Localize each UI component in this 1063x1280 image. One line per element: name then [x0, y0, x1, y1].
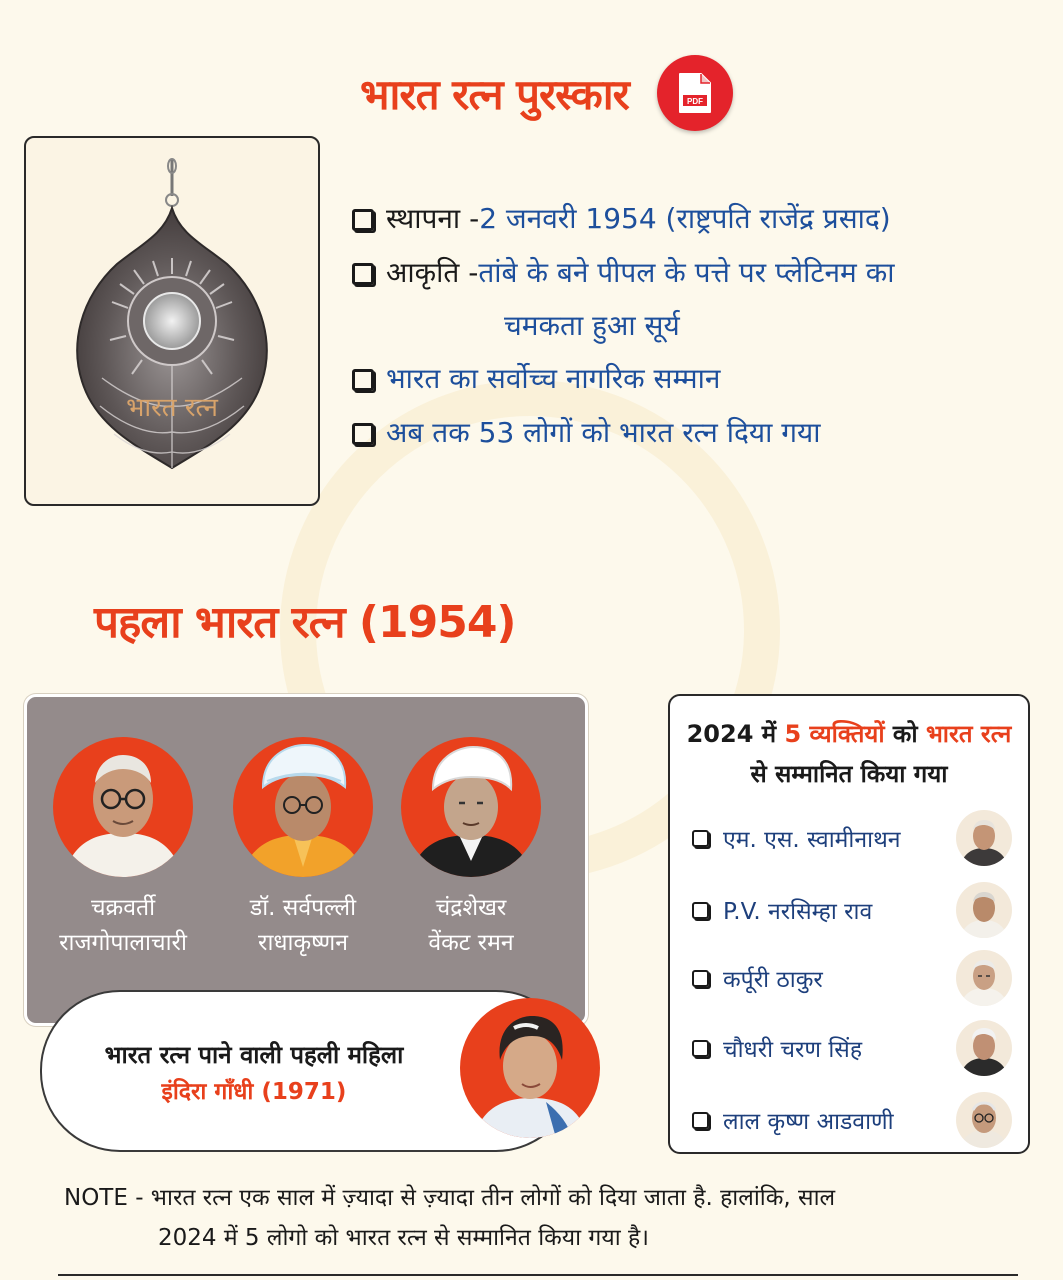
heading-highlight: 5 व्यक्तियों [784, 720, 885, 748]
recipient-name-line1: चंद्रशेखर [435, 895, 507, 921]
fact-shape [352, 246, 1042, 300]
recipient-rajagopalachari [33, 737, 213, 961]
awardee-name: P.V. नरसिम्हा राव [723, 899, 873, 925]
recipient-radhakrishnan [213, 737, 393, 961]
fact-value: भारत का सर्वोच्च नागरिक सम्मान [386, 362, 721, 395]
person-portrait-icon [956, 1092, 1012, 1148]
awardee-photo [956, 1092, 1012, 1148]
awardee-photo [956, 882, 1012, 938]
peepal-leaf-medal-icon [52, 156, 292, 486]
awardee-name: एम. एस. स्वामीनाथन [723, 827, 901, 853]
fact-recipient-count [352, 406, 1042, 460]
pdf-icon [678, 72, 712, 114]
pdf-download-button[interactable] [657, 55, 733, 131]
awardee-photo [956, 810, 1012, 866]
first-woman-caption: भारत रत्न पाने वाली पहली महिला [104, 1041, 404, 1069]
recipient-name-line1: चक्रवर्ती [90, 895, 156, 921]
checkbox-bullet-icon [352, 263, 374, 285]
fact-value-continued: चमकता हुआ सूर्य [504, 309, 680, 342]
first-woman-name: इंदिरा गाँधी (1971) [161, 1079, 347, 1105]
heading-part: 2024 में [686, 720, 785, 748]
awards-2024-box [668, 694, 1030, 1154]
awardee-name: कर्पूरी ठाकुर [723, 967, 823, 993]
awardee-row [692, 1090, 1012, 1150]
fact-value: तांबे के बने पीपल के पत्ते पर प्लेटिनम का [478, 256, 895, 289]
awardee-row [692, 880, 1012, 940]
fact-label: स्थापना - [386, 202, 480, 235]
checkbox-bullet-icon [352, 209, 374, 231]
first-woman-recipient-card [40, 990, 576, 1152]
person-portrait-icon [53, 737, 193, 877]
portrait-avatar [53, 737, 193, 877]
recipient-cv-raman [381, 737, 561, 961]
checkbox-bullet-icon [692, 830, 709, 847]
person-portrait-icon [956, 950, 1012, 1006]
medal-inscription: भारत रत्न [126, 393, 218, 423]
first-recipients-card [24, 694, 588, 1026]
awards-2024-heading [670, 714, 1028, 794]
awardee-photo [956, 1020, 1012, 1076]
awardee-row [692, 808, 1012, 868]
first-woman-text [64, 1036, 444, 1110]
portrait-avatar [401, 737, 541, 877]
heading-highlight: भारत रत्न [925, 720, 1012, 748]
person-portrait-icon [956, 1020, 1012, 1076]
person-portrait-icon [460, 998, 600, 1138]
awardee-name: चौधरी चरण सिंह [723, 1037, 863, 1063]
award-facts-list [352, 192, 1042, 460]
checkbox-bullet-icon [692, 902, 709, 919]
awardee-row [692, 948, 1012, 1008]
checkbox-bullet-icon [692, 970, 709, 987]
portrait-avatar [233, 737, 373, 877]
fact-value: 2 जनवरी 1954 (राष्ट्रपति राजेंद्र प्रसाद) [479, 202, 891, 235]
awardee-name: लाल कृष्ण आडवाणी [723, 1109, 894, 1135]
checkbox-bullet-icon [692, 1040, 709, 1057]
bharat-ratna-medal-image [24, 136, 320, 506]
awardee-row [692, 1018, 1012, 1078]
page-header [360, 58, 733, 128]
checkbox-bullet-icon [352, 423, 374, 445]
fact-establishment [352, 192, 1042, 246]
person-portrait-icon [956, 882, 1012, 938]
note-paragraph [64, 1178, 1014, 1258]
checkbox-bullet-icon [352, 369, 374, 391]
pdf-icon-label: PDF [686, 97, 703, 106]
note-line1: NOTE - भारत रत्न एक साल में ज़्यादा से ज़्यादा तीन लोगों को दिया जाता है. हालांकि, साल [64, 1185, 836, 1211]
checkbox-bullet-icon [692, 1112, 709, 1129]
indira-gandhi-portrait [460, 998, 600, 1138]
fact-value: अब तक 53 लोगों को भारत रत्न दिया गया [386, 416, 821, 449]
first-bharat-ratna-title: पहला भारत रत्न (1954) [94, 597, 516, 648]
recipient-name-line1: डॉ. सर्वपल्ली [249, 895, 357, 921]
awardee-photo [956, 950, 1012, 1006]
recipient-name-line2: राजगोपालाचारी [59, 930, 187, 956]
person-portrait-icon [956, 810, 1012, 866]
person-portrait-icon [401, 737, 541, 877]
recipient-name-line2: वेंकट रमन [428, 930, 514, 956]
person-portrait-icon [233, 737, 373, 877]
heading-part: को [884, 720, 926, 748]
page-title: भारत रत्न पुरस्कार [360, 69, 629, 119]
fact-label: आकृति - [386, 256, 479, 289]
bottom-divider [58, 1274, 1018, 1276]
note-line2: 2024 में 5 लोगो को भारत रत्न से सम्मानित किया गया है। [158, 1225, 649, 1251]
recipient-name-line2: राधाकृष्णन [258, 930, 348, 956]
heading-line2: से सम्मानित किया गया [750, 760, 948, 788]
fact-highest-honour [352, 352, 1042, 406]
